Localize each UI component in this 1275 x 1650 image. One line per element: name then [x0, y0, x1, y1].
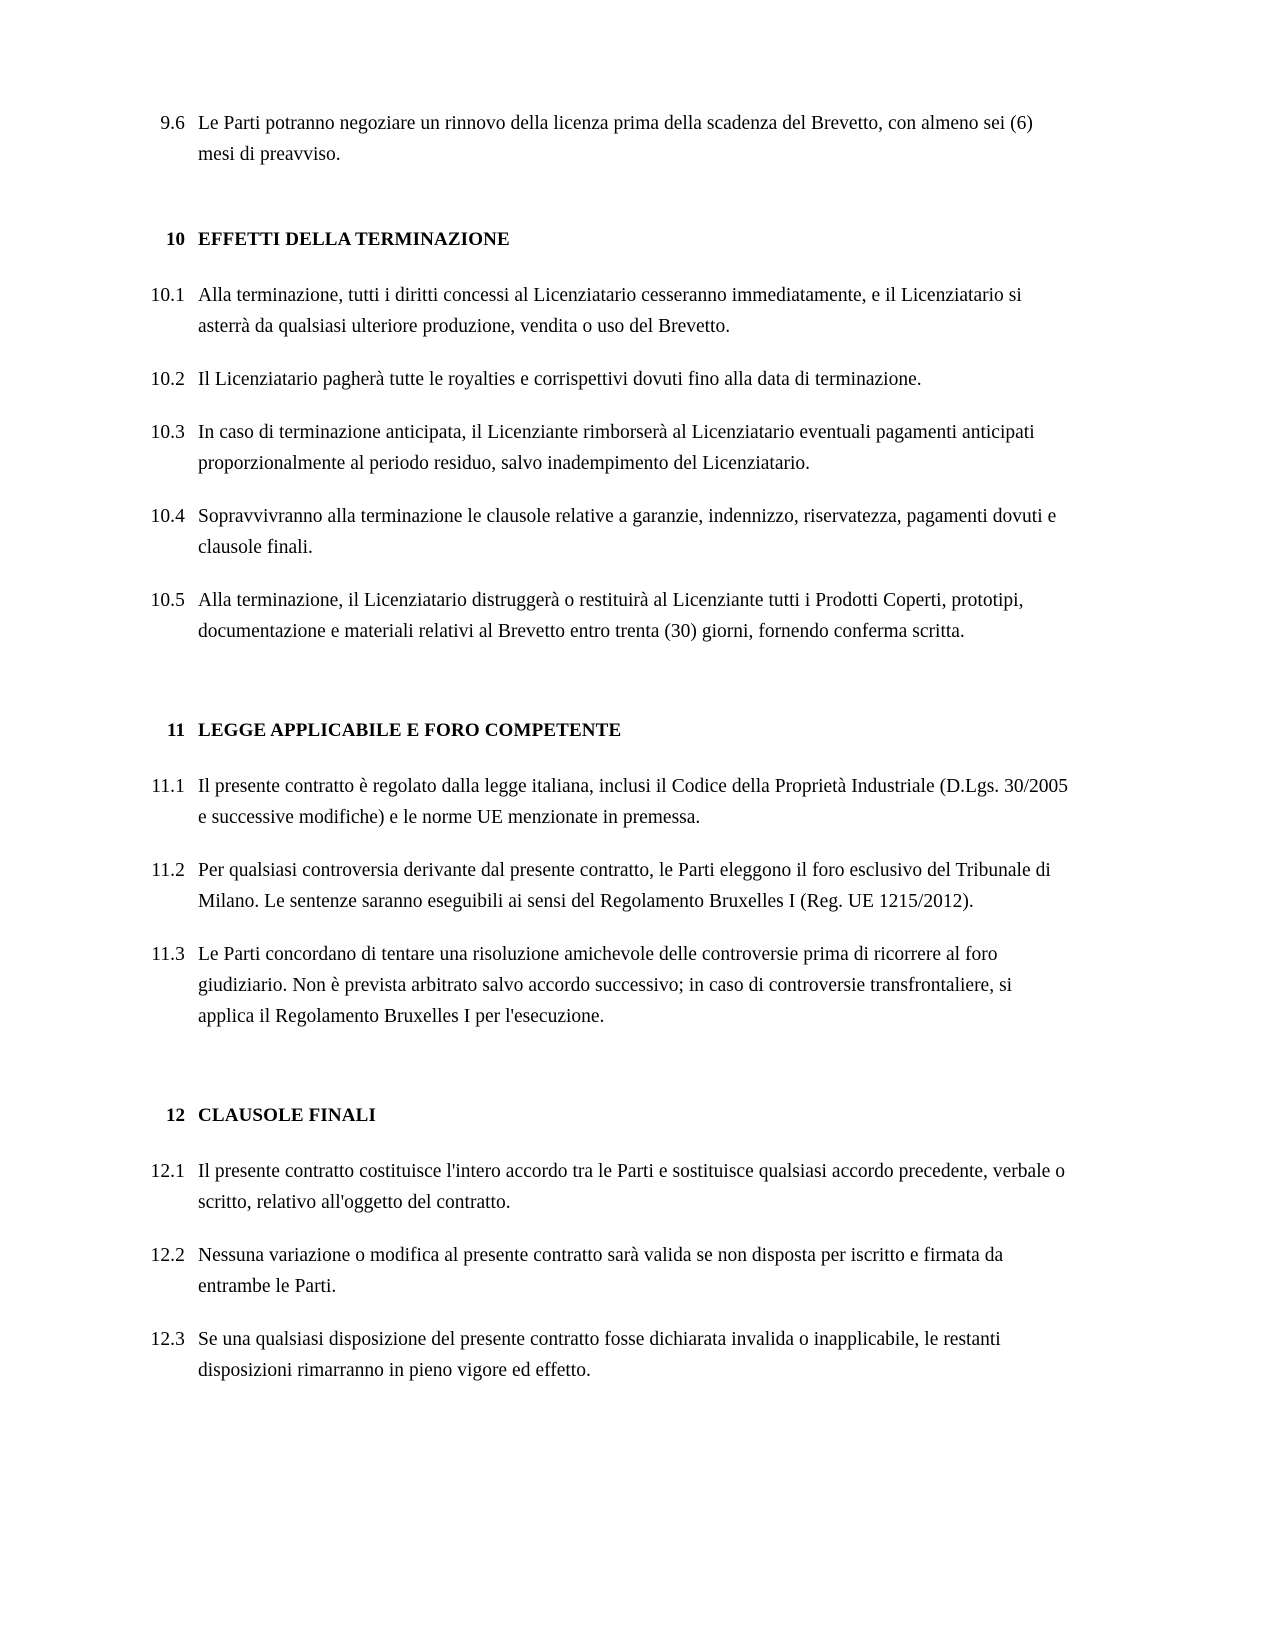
clause-10-4: [131, 501, 1071, 563]
clause-number: 12.1: [150, 1161, 185, 1182]
clause-10-2: [131, 364, 1071, 395]
clause-9-6: [131, 108, 1071, 170]
clause-12-3: [131, 1324, 1071, 1386]
clause-number: 10.3: [150, 422, 185, 443]
section-title: CLAUSOLE FINALI: [198, 1105, 377, 1126]
section-title: LEGGE APPLICABILE E FORO COMPETENTE: [198, 720, 622, 741]
clause-text: Alla terminazione, il Licenziatario distruggerà o restituirà al Licenziante tutti i Prodotti Coperti, prototipi, documentazione e materiali relativi al Brevetto entro trenta (30) giorni, fornendo conferma scritta.: [198, 590, 1024, 642]
clause-number: 9.6: [160, 113, 185, 134]
clause-text: Sopravvivranno alla terminazione le clausole relative a garanzie, indennizzo, riservatezza, pagamenti dovuti e clausole finali.: [198, 506, 1057, 558]
clause-11-3: [131, 939, 1071, 1032]
clause-text: Nessuna variazione o modifica al presente contratto sarà valida se non disposta per iscritto e firmata da entrambe le Parti.: [198, 1245, 1004, 1297]
section-heading-10: [131, 226, 1071, 254]
section-number: 10: [166, 229, 185, 250]
section-number: 12: [166, 1105, 185, 1126]
clause-number: 12.3: [150, 1329, 185, 1350]
clause-10-1: [131, 280, 1071, 342]
section-number: 11: [167, 720, 185, 741]
clause-text: Il Licenziatario pagherà tutte le royalties e corrispettivi dovuti fino alla data di terminazione.: [198, 369, 922, 390]
clause-number: 12.2: [150, 1245, 185, 1266]
clause-12-2: [131, 1240, 1071, 1302]
clause-11-2: [131, 855, 1071, 917]
clause-10-5: [131, 585, 1071, 647]
clause-text: Per qualsiasi controversia derivante dal presente contratto, le Parti eleggono il foro esclusivo del Tribunale di Milano. Le sentenze saranno eseguibili ai sensi del Regolamento Bruxelles I (Reg. UE 1215/2012).: [198, 860, 1051, 912]
clause-text: Se una qualsiasi disposizione del presente contratto fosse dichiarata invalida o inapplicabile, le restanti disposizioni rimarranno in pieno vigore ed effetto.: [198, 1329, 1001, 1381]
section-heading-12: [131, 1102, 1071, 1130]
document-body: [131, 108, 1071, 1408]
clause-text: Il presente contratto è regolato dalla legge italiana, inclusi il Codice della Proprietà Industriale (D.Lgs. 30/2005 e successive modifiche) e le norme UE menzionate in premessa.: [198, 776, 1069, 828]
clause-10-3: [131, 417, 1071, 479]
section-title: EFFETTI DELLA TERMINAZIONE: [198, 229, 510, 250]
clause-text: Le Parti potranno negoziare un rinnovo della licenza prima della scadenza del Brevetto, con almeno sei (6) mesi di preavviso.: [198, 113, 1033, 165]
section-heading-11: [131, 717, 1071, 745]
clause-number: 10.2: [150, 369, 185, 390]
clause-11-1: [131, 771, 1071, 833]
clause-number: 10.5: [150, 590, 185, 611]
clause-number: 11.1: [151, 776, 185, 797]
clause-number: 11.2: [151, 860, 185, 881]
clause-text: Alla terminazione, tutti i diritti concessi al Licenziatario cesseranno immediatamente, e il Licenziatario si asterrà da qualsiasi ulteriore produzione, vendita o uso del Brevetto.: [198, 285, 1022, 337]
clause-text: In caso di terminazione anticipata, il Licenziante rimborserà al Licenziatario eventuali pagamenti anticipati proporzionalmente al periodo residuo, salvo inadempimento del Licenziatario.: [198, 422, 1035, 474]
clause-text: Le Parti concordano di tentare una risoluzione amichevole delle controversie prima di ricorrere al foro giudiziario. Non è prevista arbitrato salvo accordo successivo; in caso di controversie transfrontaliere, si applica il Regolamento Bruxelles I per l'esecuzione.: [198, 944, 1013, 1027]
clause-number: 10.4: [150, 506, 185, 527]
clause-number: 10.1: [150, 285, 185, 306]
clause-text: Il presente contratto costituisce l'intero accordo tra le Parti e sostituisce qualsiasi accordo precedente, verbale o scritto, relativo all'oggetto del contratto.: [198, 1161, 1066, 1213]
clause-12-1: [131, 1156, 1071, 1218]
clause-number: 11.3: [151, 944, 185, 965]
